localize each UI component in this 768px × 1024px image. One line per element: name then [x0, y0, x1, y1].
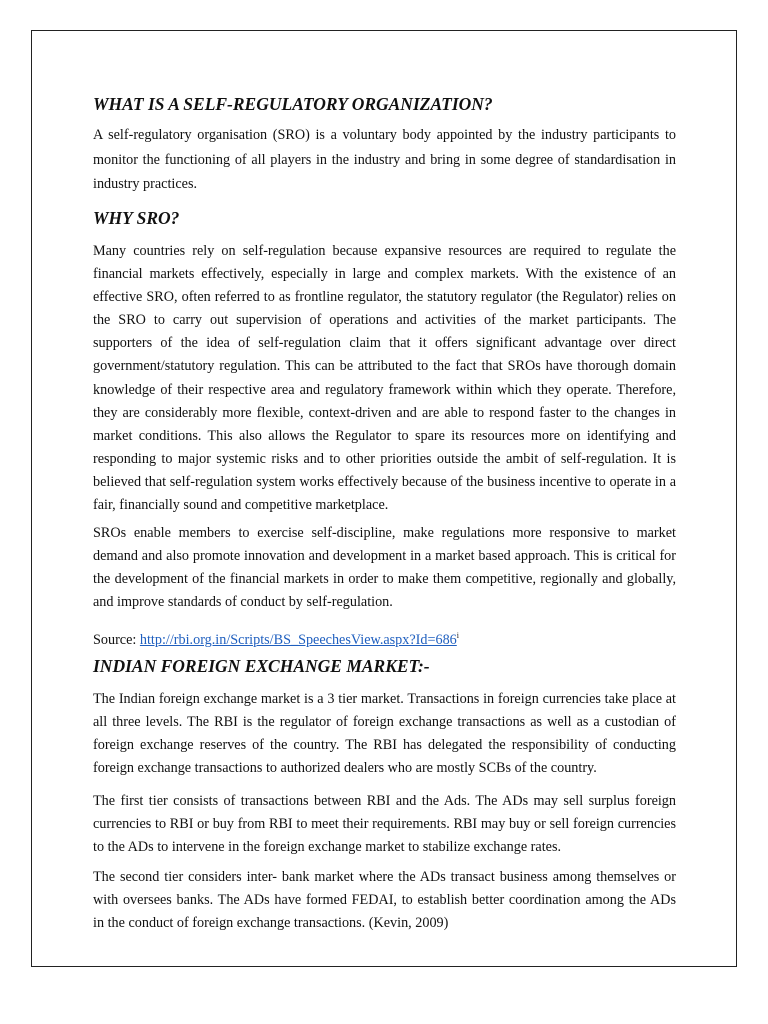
source-citation — [93, 626, 676, 650]
paragraph-sro-definition — [93, 123, 676, 197]
text-line: responding to major systemic risks and to other priorities outside the ambit of self-regulation. It is — [93, 450, 676, 467]
text-line: foreign exchange reserves of the country. The RBI has delegated the responsibility of conducting — [93, 737, 676, 754]
text-line: in the conduct of foreign exchange transactions. (Kevin, 2009) — [93, 915, 449, 932]
text-line: The Indian foreign exchange market is a 3 tier market. Transactions in foreign currencies take place at — [93, 691, 676, 707]
source-label: Source: — [93, 632, 140, 648]
text-line: effective SRO, often referred to as frontline regulator, the statutory regulator (the Regulator) relies on — [93, 289, 676, 306]
text-line: they are considerably more flexible, context-driven and are able to respond faster to the changes in — [93, 404, 676, 421]
text-line: foreign exchange transactions to authorized dealers who are mostly SCBs of the country. — [93, 760, 597, 777]
text-line: SROs enable members to exercise self-discipline, make regulations more responsive to market — [93, 525, 676, 541]
heading-why-sro: WHY SRO? — [93, 208, 180, 228]
text-line: supporters of the idea of self-regulation claim that it offers significant advantage over direct — [93, 335, 676, 352]
paragraph-sro-benefits — [93, 522, 676, 614]
paragraph-second-tier — [93, 866, 676, 935]
paragraph-first-tier — [93, 790, 676, 859]
text-line: industry practices. — [93, 176, 198, 192]
text-line: Many countries rely on self-regulation because expansive resources are required to regulate the — [93, 243, 676, 259]
text-line: and improve standards of conduct by self-regulation. — [93, 594, 393, 611]
text-line: with oversees banks. The ADs have formed FEDAI, to establish better coordination among the ADs — [93, 892, 676, 909]
text-line: market conditions. This also allows the Regulator to spare its resources more on identifying and — [93, 427, 676, 444]
text-line: The second tier considers inter- bank market where the ADs transact business among themselves or — [93, 869, 676, 885]
text-line: the SRO to carry out supervision of operations and activities of the market participants. The — [93, 312, 676, 329]
text-line: demand and also promote innovation and development in a market based approach. This is critical for — [93, 548, 676, 565]
endnote-marker: i — [456, 631, 460, 640]
text-line: believed that self-regulation system works effectively because of the business incentive to operate in a — [93, 473, 676, 490]
text-line: knowledge of their respective area and regulatory framework within which they operate. Therefore, — [93, 381, 676, 398]
paragraph-forex-overview — [93, 688, 676, 780]
text-line: The first tier consists of transactions between RBI and the Ads. The ADs may sell surplus foreign — [93, 793, 676, 809]
text-line: all three levels. The RBI is the regulator of foreign exchange transactions as well as a custodian of — [93, 714, 676, 731]
heading-indian-forex-market: INDIAN FOREIGN EXCHANGE MARKET:- — [93, 656, 430, 676]
source-link[interactable]: http://rbi.org.in/Scripts/BS_SpeechesView.aspx?Id=686 — [139, 632, 457, 648]
text-line: to the ADs to intervene in the foreign exchange market to stabilize exchange rates. — [93, 839, 562, 856]
text-line: monitor the functioning of all players in the industry and bring in some degree of standardisation in — [93, 151, 676, 168]
paragraph-why-sro — [93, 240, 676, 517]
text-line: currencies to RBI or buy from RBI to meet their requirements. RBI may buy or sell foreign currencies — [93, 816, 676, 833]
text-line: A self-regulatory organisation (SRO) is a voluntary body appointed by the industry participants to — [93, 127, 676, 143]
text-line: fair, financially sound and competitive marketplace. — [93, 497, 389, 514]
heading-what-is-sro: WHAT IS A SELF-REGULATORY ORGANIZATION? — [93, 94, 493, 114]
text-line: financial markets effectively, especially in large and complex markets. With the existence of an — [93, 266, 676, 283]
text-line: the development of the financial markets in order to make them competitive, regionally and globally, — [93, 571, 676, 588]
text-line: government/statutory regulation. This can be attributed to the fact that SROs have thorough domain — [93, 358, 676, 375]
